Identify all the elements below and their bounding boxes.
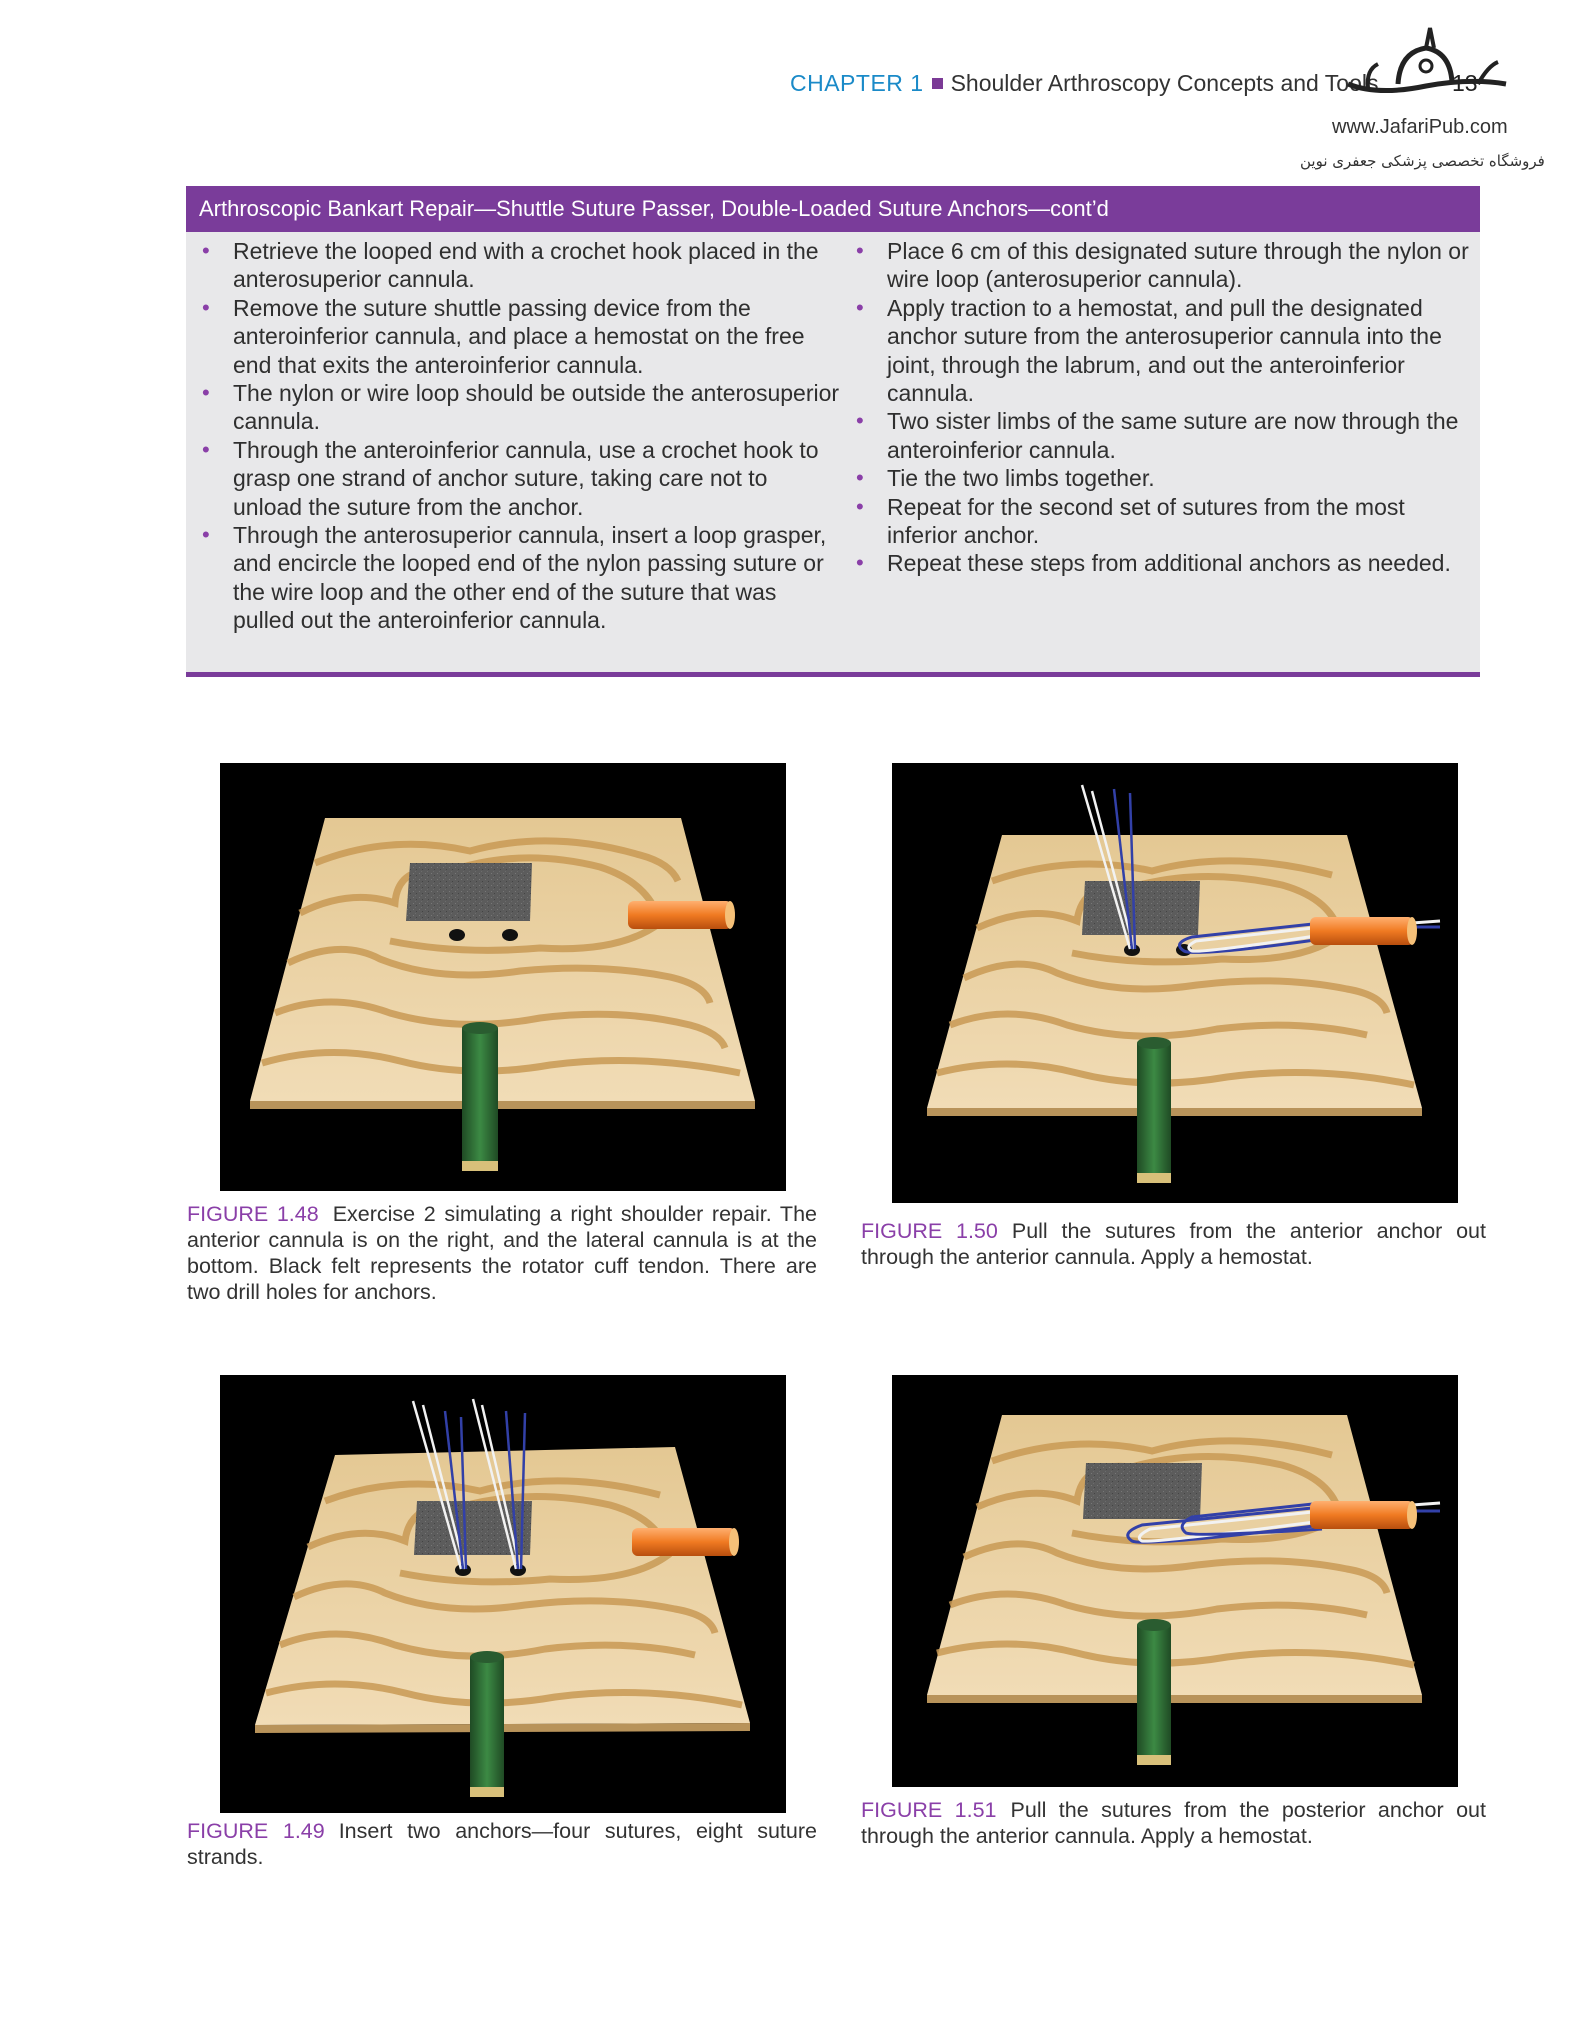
watermark-persian-text: فروشگاه تخصصی پزشکی جعفری نوین (1300, 152, 1545, 170)
list-item: • Two sister limbs of the same suture are now through the anteroinferior cannula. (854, 407, 1470, 464)
drill-hole (449, 929, 465, 941)
figure-1-50-image (892, 763, 1458, 1203)
procedure-box (186, 186, 1480, 677)
page-number: 13 (1452, 70, 1478, 96)
watermark-url: www.JafariPub.com (1332, 116, 1508, 138)
figure-1-48-caption (187, 1201, 817, 1305)
figure-1-51-image (892, 1375, 1458, 1787)
list-item: • Repeat these steps from additional anchors as needed. (854, 549, 1470, 577)
figure-1-50-caption (861, 1218, 1486, 1270)
caption-text: Insert two anchors—four sutures, eight suture strands. (187, 1819, 817, 1869)
running-header (790, 70, 1379, 97)
square-bullet-icon (932, 78, 943, 89)
figure-1-49-image (220, 1375, 786, 1813)
black-felt (406, 863, 532, 921)
caption-text: Pull the sutures from the posterior anchor out through the anterior cannula. Apply a hemostat. (861, 1798, 1486, 1848)
figure-label: FIGURE 1.48 (187, 1202, 319, 1226)
procedure-left-column (200, 237, 840, 635)
list-item: • Apply traction to a hemostat, and pull the designated anchor suture from the anterosuperior cannula into the joint, through the labrum, and out the anteroinferior cannula. (854, 294, 1470, 408)
caption-text: Pull the sutures from the anterior anchor out through the anterior cannula. Apply a hemostat. (861, 1219, 1486, 1269)
figure-1-51-caption (861, 1797, 1486, 1849)
figure-label: FIGURE 1.51 (861, 1798, 997, 1822)
chapter-title: Shoulder Arthroscopy Concepts and Tools (950, 70, 1379, 96)
publisher-logo-icon (1338, 22, 1518, 108)
chapter-label: CHAPTER 1 (790, 70, 924, 96)
drill-hole (502, 929, 518, 941)
list-item: • Through the anterosuperior cannula, insert a loop grasper, and encircle the looped end of the nylon passing suture or the wire loop and the other end of the suture that was pulled out the anteroinferior cannula. (200, 521, 840, 635)
list-item: • Tie the two limbs together. (854, 464, 1470, 492)
figure-label: FIGURE 1.49 (187, 1819, 325, 1843)
list-item: • Retrieve the looped end with a crochet hook placed in the anterosuperior cannula. (200, 237, 840, 294)
list-item: • The nylon or wire loop should be outside the anterosuperior cannula. (200, 379, 840, 436)
procedure-right-column (854, 237, 1470, 578)
anterior-cannula (628, 901, 732, 929)
lateral-cannula (462, 1028, 498, 1168)
figure-1-48-image (220, 763, 786, 1191)
procedure-box-title: Arthroscopic Bankart Repair—Shuttle Suture Passer, Double-Loaded Suture Anchors—cont’d (186, 186, 1480, 232)
list-item: • Remove the suture shuttle passing device from the anteroinferior cannula, and place a hemostat on the free end that exits the anteroinferior cannula. (200, 294, 840, 379)
list-item: • Repeat for the second set of sutures from the most inferior anchor. (854, 493, 1470, 550)
figure-label: FIGURE 1.50 (861, 1219, 998, 1243)
figure-1-49-caption (187, 1818, 817, 1870)
caption-text: Exercise 2 simulating a right shoulder repair. The anterior cannula is on the right, and the lateral cannula is at the bottom. Black felt represents the rotator cuff tendon. There are two drill holes for anchors. (187, 1202, 817, 1304)
list-item: • Place 6 cm of this designated suture through the nylon or wire loop (anterosuperior cannula). (854, 237, 1470, 294)
list-item: • Through the anteroinferior cannula, use a crochet hook to grasp one strand of anchor suture, taking care not to unload the suture from the anchor. (200, 436, 840, 521)
